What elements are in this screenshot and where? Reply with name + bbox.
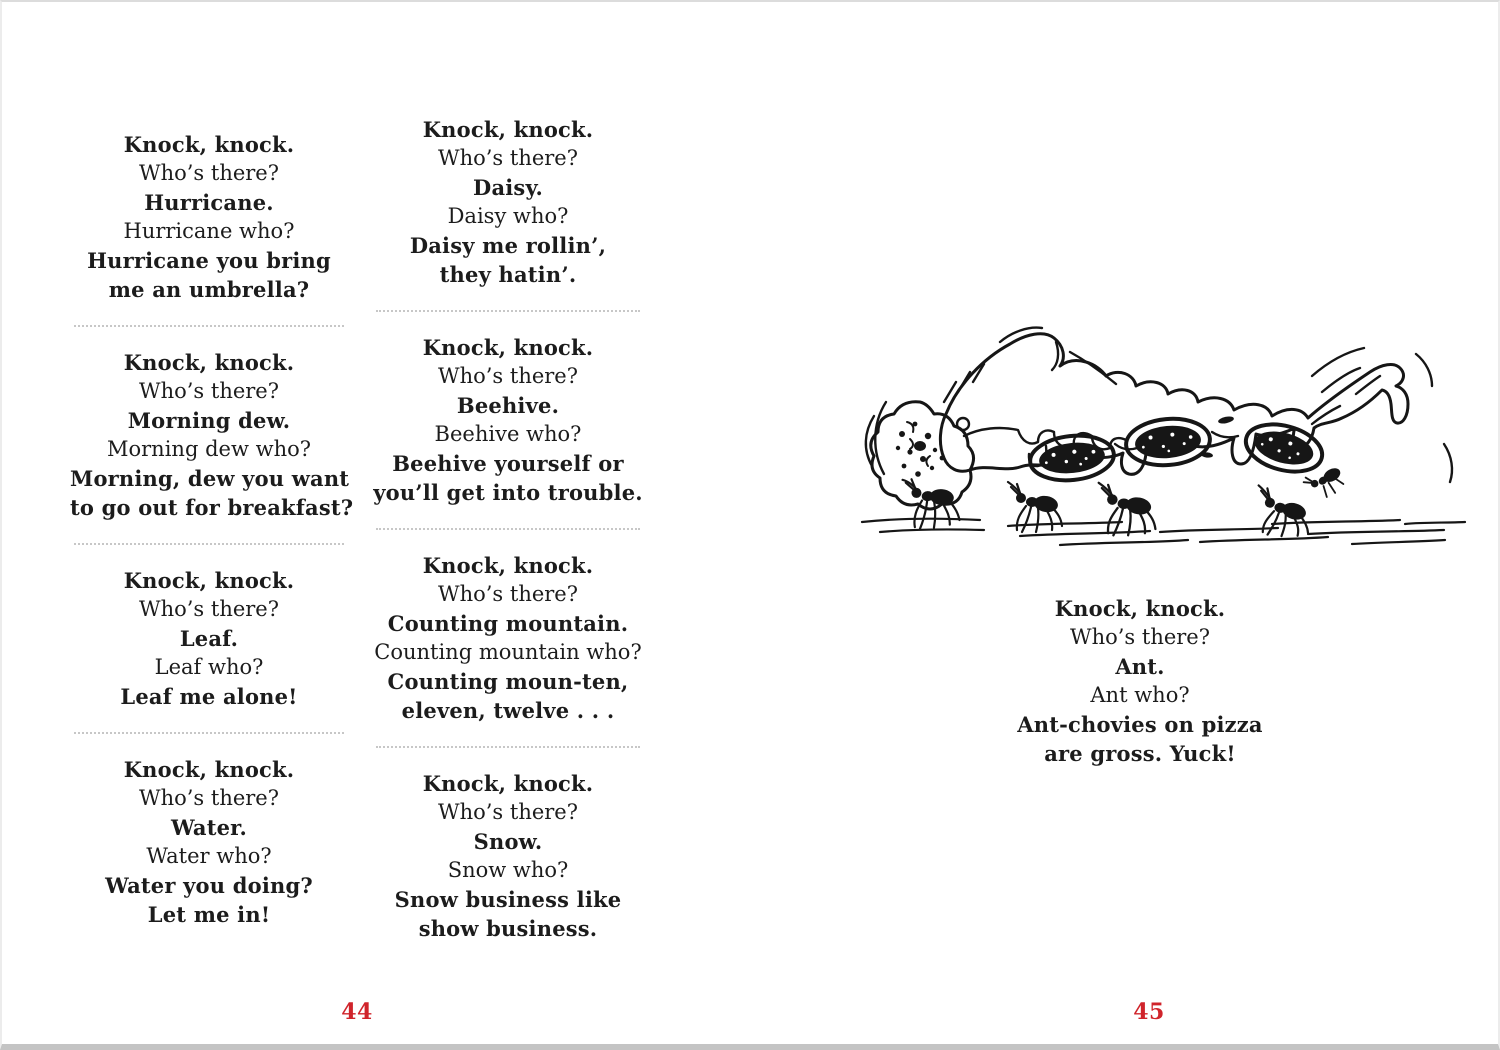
ant xyxy=(903,476,960,530)
joke-line: Who’s there? xyxy=(139,379,279,403)
joke-line: Water. xyxy=(170,815,248,840)
joke-line: Who’s there? xyxy=(1070,625,1210,649)
knock-knock-joke-leaf xyxy=(70,566,348,711)
knock-knock-joke-beehive xyxy=(372,333,644,507)
ground-hatching xyxy=(862,519,1465,545)
page-number-left: 44 xyxy=(341,999,373,1025)
joke-line: they hatin’. xyxy=(439,262,577,287)
joke-line: Ant-chovies on pizza xyxy=(1017,712,1263,737)
joke-line: Ant who? xyxy=(1090,683,1190,707)
joke-line: Morning dew who? xyxy=(107,437,311,461)
joke-line: Who’s there? xyxy=(139,597,279,621)
joke-line: Leaf me alone! xyxy=(120,684,298,709)
joke-line: Snow business like xyxy=(394,887,622,912)
pizza-slice xyxy=(871,334,1408,509)
joke-line: Knock, knock. xyxy=(422,117,594,142)
topping-anchovy xyxy=(1028,432,1116,485)
ant xyxy=(1302,457,1349,504)
joke-line: Beehive. xyxy=(456,393,560,418)
knock-knock-joke-counting-mountain xyxy=(372,551,644,725)
joke-line: me an umbrella? xyxy=(108,277,310,302)
joke-line: Hurricane. xyxy=(144,190,274,215)
joke-line: Leaf who? xyxy=(154,655,264,679)
joke-line: Ant. xyxy=(1115,654,1165,679)
joke-line: Counting mountain who? xyxy=(374,640,642,664)
topping-anchovy xyxy=(1124,415,1212,468)
joke-line: Knock, knock. xyxy=(422,771,594,796)
pizza-ants-illustration xyxy=(860,324,1475,564)
knock-knock-joke-ant xyxy=(1014,594,1266,768)
joke-line: Who’s there? xyxy=(438,582,578,606)
knock-knock-joke-snow xyxy=(372,769,644,943)
knock-knock-joke-morning-dew xyxy=(70,348,354,522)
joke-line: Let me in! xyxy=(147,902,271,927)
joke-line: Daisy who? xyxy=(447,204,569,228)
bitten-crust-end xyxy=(871,402,974,509)
joke-line: Who’s there? xyxy=(438,364,578,388)
left-page-column-1 xyxy=(70,130,354,929)
knock-knock-joke-water xyxy=(70,755,348,929)
dotted-divider xyxy=(74,543,344,545)
joke-line: Daisy me rollin’, xyxy=(409,233,607,258)
joke-line: eleven, twelve . . . xyxy=(401,698,615,723)
knock-knock-joke-daisy xyxy=(372,115,644,289)
joke-line: Morning, dew you want xyxy=(70,466,350,491)
joke-line: Knock, knock. xyxy=(123,757,295,782)
dotted-divider xyxy=(376,746,640,748)
joke-line: Hurricane who? xyxy=(123,219,295,243)
joke-line: Snow. xyxy=(473,829,543,854)
joke-line: Morning dew. xyxy=(127,408,291,433)
ant xyxy=(1254,485,1313,538)
joke-line: Counting moun-ten, xyxy=(387,669,629,694)
joke-line: Water you doing? xyxy=(105,873,313,898)
joke-line: Who’s there? xyxy=(139,786,279,810)
joke-line: Daisy. xyxy=(473,175,543,200)
dotted-divider xyxy=(376,310,640,312)
joke-line: Knock, knock. xyxy=(123,350,295,375)
ant xyxy=(1099,483,1156,536)
joke-line: Water who? xyxy=(146,844,272,868)
dotted-divider xyxy=(74,325,344,327)
joke-line: Knock, knock. xyxy=(422,553,594,578)
joke-line: Leaf. xyxy=(179,626,239,651)
joke-line: to go out for breakfast? xyxy=(70,495,354,520)
joke-line: Knock, knock. xyxy=(1054,596,1226,621)
joke-line: are gross. Yuck! xyxy=(1044,741,1236,766)
joke-line: Who’s there? xyxy=(139,161,279,185)
left-page-column-2 xyxy=(372,115,644,943)
joke-line: Who’s there? xyxy=(438,800,578,824)
joke-line: Knock, knock. xyxy=(123,568,295,593)
dotted-divider xyxy=(376,528,640,530)
joke-line: Knock, knock. xyxy=(422,335,594,360)
joke-line: Hurricane you bring xyxy=(87,248,331,273)
page-number-right: 45 xyxy=(1133,999,1165,1025)
joke-line: Counting mountain. xyxy=(387,611,629,636)
joke-line: Snow who? xyxy=(447,858,569,882)
joke-line: Beehive who? xyxy=(434,422,582,446)
joke-line: Who’s there? xyxy=(438,146,578,170)
joke-line: show business. xyxy=(418,916,598,941)
joke-line: you’ll get into trouble. xyxy=(373,480,643,505)
knock-knock-joke-hurricane xyxy=(70,130,348,304)
dotted-divider xyxy=(74,732,344,734)
joke-line: Beehive yourself or xyxy=(392,451,624,476)
joke-line: Knock, knock. xyxy=(123,132,295,157)
